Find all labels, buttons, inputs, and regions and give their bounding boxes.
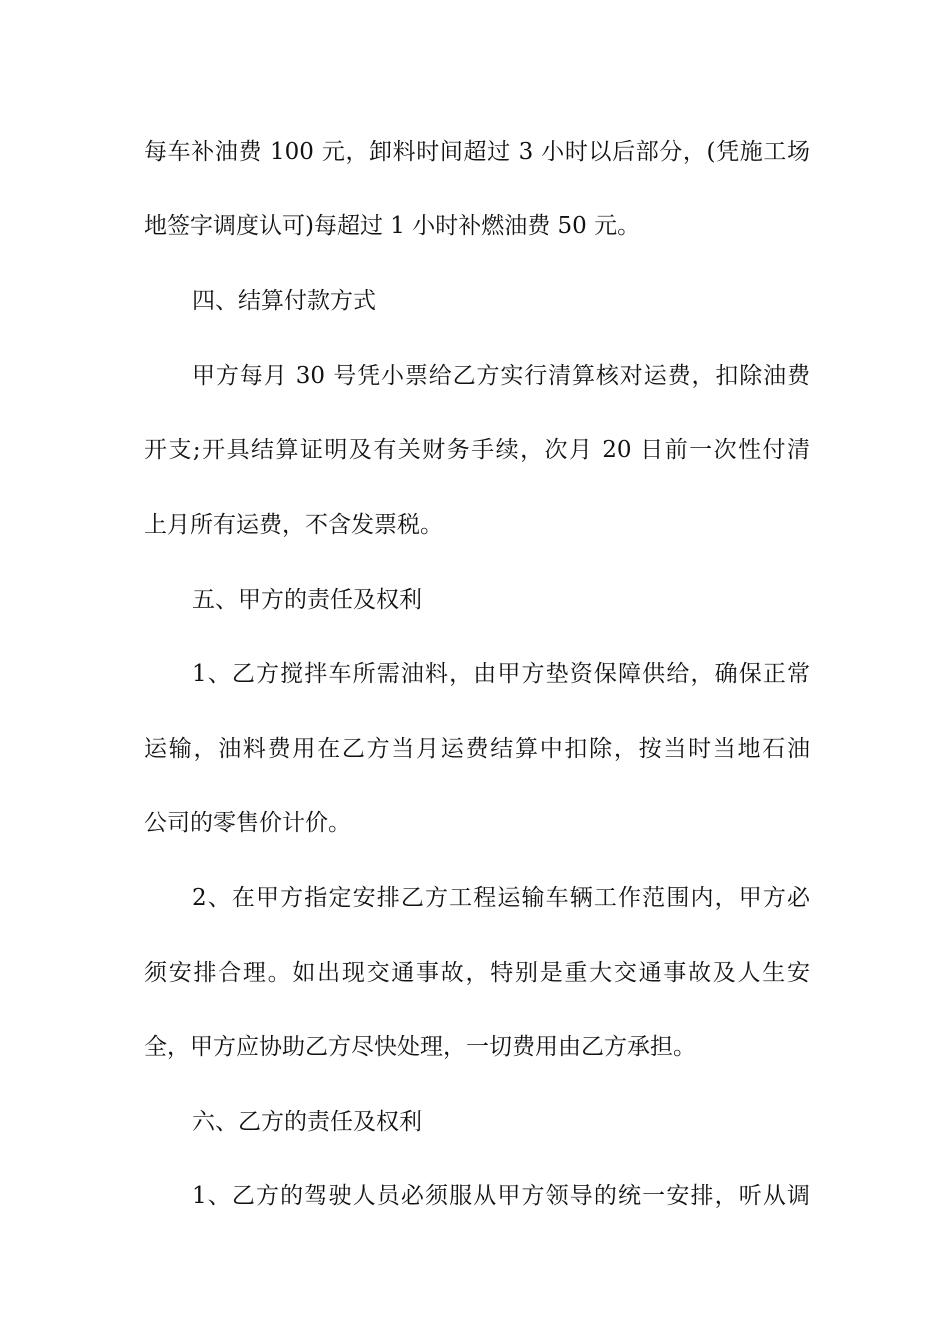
paragraph-line: 1、乙方搅拌车所需油料，由甲方垫资保障供给，确保正常 [192, 661, 810, 687]
paragraph-line: 上月所有运费，不含发票税。 [144, 512, 443, 538]
section-heading: 四、结算付款方式 [192, 288, 376, 314]
paragraph-line: 地签字调度认可)每超过 1 小时补燃油费 50 元。 [144, 213, 641, 239]
paragraph-line: 1、乙方的驾驶人员必须服从甲方领导的统一安排，听从调 [192, 1183, 810, 1209]
paragraph-line: 2、在甲方指定安排乙方工程运输车辆工作范围内，甲方必 [192, 885, 810, 911]
paragraph-line: 公司的零售价计价。 [144, 810, 351, 836]
section-heading: 六、乙方的责任及权利 [192, 1109, 422, 1135]
paragraph-line: 须安排合理。如出现交通事故，特别是重大交通事故及人生安 [144, 960, 810, 986]
paragraph-line: 每车补油费 100 元，卸料时间超过 3 小时以后部分，(凭施工场 [144, 139, 810, 165]
paragraph-line: 开支;开具结算证明及有关财务手续，次月 20 日前一次性付清 [144, 437, 810, 463]
section-heading: 五、甲方的责任及权利 [192, 587, 422, 613]
paragraph-line: 全，甲方应协助乙方尽快处理，一切费用由乙方承担。 [144, 1034, 696, 1060]
paragraph-line: 运输，油料费用在乙方当月运费结算中扣除，按当时当地石油 [144, 736, 810, 762]
paragraph-line: 甲方每月 30 号凭小票给乙方实行清算核对运费，扣除油费 [192, 363, 810, 389]
